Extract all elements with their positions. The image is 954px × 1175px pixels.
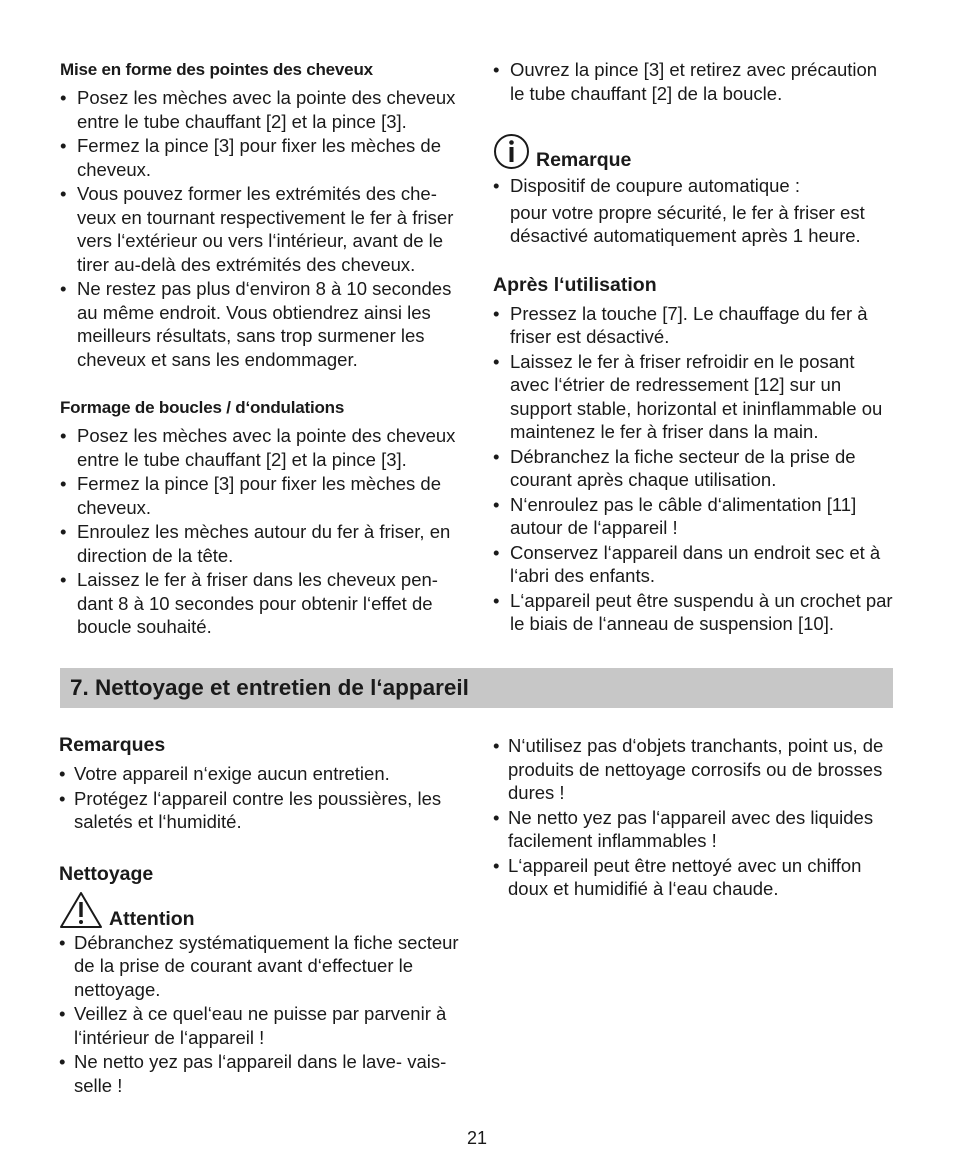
list-item: • Conservez l‘appareil dans un endroit sec et à l‘abri des enfants. — [493, 541, 893, 588]
cleaning-heading: Nettoyage — [59, 862, 154, 885]
section-title-bar — [60, 668, 893, 708]
after-use-heading: Après l‘utilisation — [493, 273, 657, 296]
list-item: • Posez les mèches avec la pointe des cheveux entre le tube chauffant [2] et la pince [3]. — [60, 86, 460, 133]
attention-heading: Attention — [109, 907, 195, 930]
list-item: • Posez les mèches avec la pointe des cheveux entre le tube chauffant [2] et la pince [3]. — [60, 424, 460, 471]
after-use-list — [493, 302, 893, 636]
note-text: pour votre propre sécurité, le fer à friser est désactivé automatiquement après 1 heure. — [510, 201, 865, 246]
section-title: 7. Nettoyage et entretien de l‘appareil — [70, 675, 469, 700]
list-item: • L‘appareil peut être suspendu à un crochet par le biais de l‘anneau de suspension [10]. — [493, 589, 893, 636]
left-top-column — [60, 60, 460, 640]
list-item: • Enroulez les mèches autour du fer à friser, en direction de la tête. — [60, 520, 460, 567]
curls-heading: Formage de boucles / d‘ondulations — [60, 398, 345, 417]
list-item: • Vous pouvez former les extrémités des che-veux en tournant respectivement le fer à friser vers l‘extérieur ou vers l‘intérieur, avant de le tirer au-delà des extrémités des cheveux. — [60, 182, 460, 276]
list-item: • Laissez le fer à friser refroidir en le posant avec l‘étrier de redressement [12] sur un support stable, horizontal et ininflammable ou maintenez le fer à friser dans la main. — [493, 350, 893, 444]
open-clip-list — [493, 58, 893, 105]
list-item: • Fermez la pince [3] pour fixer les mèches de cheveux. — [60, 134, 460, 181]
list-item: • Débranchez systématiquement la fiche secteur de la prise de courant avant d‘effectuer le nettoyage. — [59, 931, 464, 1002]
note-heading: Remarque — [536, 149, 632, 171]
warning-triangle-icon — [59, 891, 103, 929]
cleaning-list — [493, 734, 896, 901]
list-item: • Ne netto yez pas l‘appareil avec des liquides facilement inflammables ! — [493, 806, 896, 853]
list-item: • Dispositif de coupure automatique : — [493, 174, 893, 198]
shaping-tips-list — [60, 86, 460, 371]
attention-list — [59, 931, 464, 1098]
list-item: • Débranchez la fiche secteur de la prise de courant après chaque utilisation. — [493, 445, 893, 492]
curls-list — [60, 424, 460, 639]
note-heading-row — [493, 133, 893, 170]
info-icon — [493, 133, 530, 170]
list-item: • Ne netto yez pas l‘appareil dans le lave- vais-selle ! — [59, 1050, 464, 1097]
left-bottom-column — [59, 734, 464, 1098]
list-item: • Ouvrez la pince [3] et retirez avec précaution le tube chauffant [2] de la boucle. — [493, 58, 893, 105]
note-list — [493, 174, 893, 198]
list-item: • Protégez l‘appareil contre les poussières, les saletés et l‘humidité. — [59, 787, 464, 834]
right-top-column — [493, 58, 893, 637]
list-item: • Votre appareil n‘exige aucun entretien. — [59, 762, 464, 786]
remarks-list — [59, 762, 464, 834]
list-item: • N‘enroulez pas le câble d‘alimentation [11] autour de l‘appareil ! — [493, 493, 893, 540]
list-item: • Pressez la touche [7]. Le chauffage du fer à friser est désactivé. — [493, 302, 893, 349]
list-item: • Fermez la pince [3] pour fixer les mèches de cheveux. — [60, 472, 460, 519]
right-bottom-column — [493, 734, 896, 902]
shaping-tips-heading: Mise en forme des pointes des cheveux — [60, 60, 373, 79]
list-item: • Ne restez pas plus d‘environ 8 à 10 secondes au même endroit. Vous obtiendrez ainsi les meilleurs résultats, sans trop surmener les cheveux et sans les endommager. — [60, 277, 460, 371]
remarks-heading: Remarques — [59, 734, 166, 756]
list-item: • L‘appareil peut être nettoyé avec un chiffon doux et humidifié à l‘eau chaude. — [493, 854, 896, 901]
page-number: 21 — [466, 1128, 488, 1148]
list-item: • N‘utilisez pas d‘objets tranchants, point us, de produits de nettoyage corrosifs ou de brosses dures ! — [493, 734, 896, 805]
attention-heading-row — [59, 891, 464, 929]
list-item: • Laissez le fer à friser dans les cheveux pen-dant 8 à 10 secondes pour obtenir l‘effet de boucle souhaité. — [60, 568, 460, 639]
list-item: • Veillez à ce quel‘eau ne puisse par parvenir à l‘intérieur de l‘appareil ! — [59, 1002, 464, 1049]
